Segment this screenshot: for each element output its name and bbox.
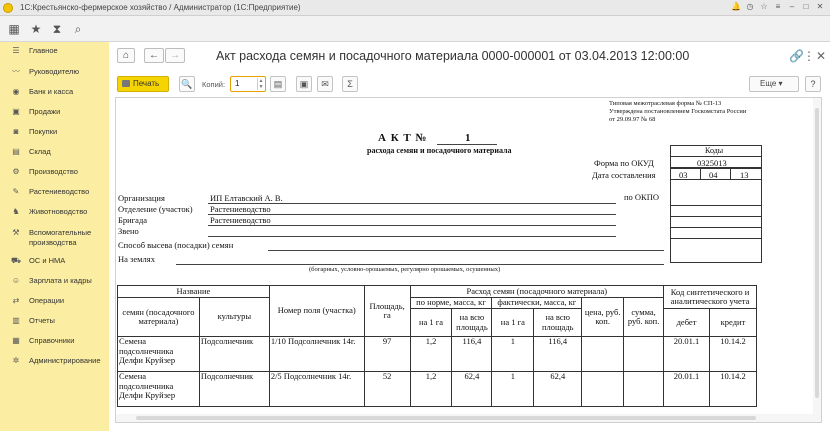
table-row — [118, 372, 757, 407]
org-value: ИП Елтавский А. В. — [210, 193, 283, 203]
catalogs-icon: ▦ — [12, 336, 20, 345]
header-norm-per-ha: на 1 га — [410, 309, 452, 337]
sidebar-item-admin[interactable] — [0, 356, 109, 366]
history-icon[interactable]: ◷ — [746, 2, 754, 11]
copies-spinner[interactable]: ▲ ▼ — [258, 78, 264, 90]
brigade-value: Растениеводство — [210, 215, 271, 225]
dept-label: Отделение (участок) — [118, 204, 193, 214]
sections-grid-icon[interactable]: ▦ — [8, 22, 20, 36]
form-stamp-line3: от 29.09.97 № 68 — [609, 116, 656, 123]
save-icon[interactable]: ▣ — [296, 76, 312, 92]
sidebar-item-warehouse[interactable] — [0, 147, 109, 157]
sidebar-item-plants[interactable] — [0, 187, 109, 197]
maximize-icon[interactable]: □ — [803, 2, 809, 11]
date-year: 13 — [740, 170, 749, 180]
sowing-label: Способ высева (посадки) семян — [118, 240, 234, 250]
sales-icon: ▣ — [12, 107, 20, 116]
sidebar-item-salary[interactable] — [0, 276, 109, 286]
search-icon[interactable]: ⌕ — [74, 22, 82, 36]
act-number: 1 — [465, 132, 471, 144]
link-label: Звено — [118, 226, 139, 236]
auxiliary-icon: ⚒ — [12, 228, 20, 237]
admin-icon: ✲ — [12, 356, 20, 365]
header-field: Номер поля (участка) — [269, 286, 364, 337]
horizontal-scrollbar[interactable] — [116, 414, 814, 422]
date-label: Дата составления — [592, 170, 656, 180]
minimize-icon[interactable]: – — [789, 2, 795, 11]
header-crop: культуры — [199, 298, 269, 337]
cell-area: 52 — [364, 372, 410, 407]
sidebar-item-livestock[interactable] — [0, 207, 109, 217]
cell-fact-per-ha: 1 — [492, 372, 534, 407]
cell-debit: 20.01.1 — [664, 372, 710, 407]
header-seeds: семян (посадочного материала) — [118, 298, 200, 337]
cell-debit: 20.01.1 — [664, 337, 710, 372]
date-day: 03 — [679, 170, 688, 180]
form-stamp-line1: Типовая межотраслевая форма № СП-13 — [609, 100, 722, 107]
header-fact-total: на всю площадь — [534, 309, 582, 337]
document-window — [109, 42, 830, 431]
cell-fact-total: 62,4 — [534, 372, 582, 407]
cell-sum — [624, 337, 664, 372]
sidebar-item-label: Банк и касса — [29, 87, 74, 96]
sidebar-item-assets[interactable] — [0, 256, 109, 266]
plant-icon: ✎ — [12, 187, 20, 196]
header-name: Название — [118, 286, 270, 298]
close-window-icon[interactable]: ✕ — [816, 2, 824, 11]
print-button[interactable] — [117, 76, 169, 92]
purchases-icon: ◙ — [13, 127, 19, 136]
printer-icon — [122, 80, 130, 87]
sidebar-item-reports[interactable] — [0, 316, 109, 326]
vertical-scrollbar[interactable] — [813, 98, 821, 422]
sidebar-item-label: Продажи — [29, 107, 61, 116]
send-email-icon[interactable]: ✉ — [317, 76, 333, 92]
cell-crop: Подсолнечник — [199, 372, 269, 407]
forward-button[interactable]: → — [165, 48, 185, 63]
preview-button[interactable]: 🔍 — [179, 76, 195, 92]
org-label: Организация — [118, 193, 165, 203]
cell-sum — [624, 372, 664, 407]
sidebar-item-label: Отчеты — [29, 316, 55, 325]
brigade-label: Бригада — [118, 215, 148, 225]
home-button[interactable]: ⌂ — [117, 48, 135, 63]
okud-value: 0325013 — [697, 158, 727, 168]
sidebar-item-label: Операции — [29, 296, 65, 305]
header-norm-total: на всю площадь — [452, 309, 492, 337]
sidebar-item-label: Производство — [29, 167, 78, 176]
history-clock-icon[interactable]: ⧗ — [52, 22, 62, 36]
main-toolbar — [0, 16, 830, 42]
copies-label: Копий: — [202, 80, 226, 89]
window-title-bar — [0, 0, 830, 16]
chevron-down-icon: ▾ — [778, 79, 783, 88]
cell-norm-per-ha: 1,2 — [410, 337, 452, 372]
user-menu-icon[interactable]: ≡ — [775, 2, 781, 11]
header-sum: сумма, руб. коп. — [624, 298, 664, 337]
production-icon: ⚙ — [12, 167, 20, 176]
more-button-label: Еще — [760, 79, 777, 88]
sidebar-item-operations[interactable] — [0, 296, 109, 306]
cell-seeds: Семена подсолнечника Делфи Круйзер — [118, 372, 200, 407]
print-form-sheet[interactable] — [115, 97, 822, 423]
back-button[interactable]: ← — [144, 48, 164, 63]
cell-fact-total: 116,4 — [534, 337, 582, 372]
link-icon[interactable]: 🔗 — [789, 49, 804, 63]
menu-icon: ☰ — [12, 46, 20, 55]
sidebar-item-purchases[interactable] — [0, 127, 109, 137]
header-consumption: Расход семян (посадочного материала) — [410, 286, 663, 298]
edit-form-button[interactable]: ▤ — [270, 76, 286, 92]
warehouse-icon: ▤ — [12, 147, 20, 156]
cell-crop: Подсолнечник — [199, 337, 269, 372]
sidebar-item-label: Справочники — [29, 336, 75, 345]
header-debit: дебет — [664, 309, 710, 337]
table-row — [118, 337, 757, 372]
sidebar-item-label: Вспомогательные производства — [29, 228, 92, 247]
codes-column — [670, 179, 762, 263]
notifications-icon[interactable]: 🔔 — [731, 2, 741, 11]
sidebar-item-label: ОС и НМА — [29, 256, 66, 265]
salary-icon: ☺ — [11, 276, 21, 285]
header-price: цена, руб. коп. — [582, 298, 624, 337]
form-stamp-line2: Утверждена постановлением Госкомстата России — [609, 108, 747, 115]
sidebar-item-main[interactable] — [0, 46, 109, 56]
sidebar-item-label: Склад — [29, 147, 51, 156]
dept-value: Растениеводство — [210, 204, 271, 214]
close-document-icon[interactable]: ✕ — [816, 49, 827, 63]
operations-icon: ⇄ — [12, 296, 20, 305]
cell-norm-total: 62,4 — [452, 372, 492, 407]
sidebar-item-label: Покупки — [29, 127, 58, 136]
sidebar-item-auxiliary[interactable] — [0, 228, 109, 248]
copies-value: 1 — [235, 79, 240, 88]
favorites-icon[interactable]: ☆ — [760, 2, 768, 11]
header-area: Площадь, га — [364, 286, 410, 337]
sidebar — [0, 42, 109, 431]
header-credit: кредит — [709, 309, 756, 337]
cell-field: 1/10 Подсолнечник 14г. — [269, 337, 364, 372]
window-title: 1С:Крестьянско-фермерское хозяйство / Администратор (1С:Предприятие) — [20, 3, 301, 12]
cell-area: 97 — [364, 337, 410, 372]
document-title: Акт расхода семян и посадочного материала 0000-000001 от 03.04.2013 12:00:00 — [216, 49, 690, 63]
header-norm: по норме, масса, кг — [410, 298, 492, 309]
header-fact-per-ha: на 1 га — [492, 309, 534, 337]
sidebar-item-production[interactable] — [0, 167, 109, 177]
print-button-label: Печать — [133, 79, 160, 88]
cell-field: 2/5 Подсолнечник 14г. — [269, 372, 364, 407]
header-account-code: Код синтетического и аналитического учета — [664, 286, 757, 309]
sidebar-item-label: Растениеводство — [29, 187, 90, 196]
seeds-consumption-table — [117, 285, 757, 407]
cell-credit: 10.14.2 — [709, 337, 756, 372]
cell-seeds: Семена подсолнечника Делфи Круйзер — [118, 337, 200, 372]
act-subtitle: расхода семян и посадочного материала — [367, 146, 512, 155]
cell-price — [582, 337, 624, 372]
assets-icon: ⛟ — [11, 256, 22, 265]
sidebar-item-bank[interactable] — [0, 87, 109, 97]
more-button[interactable] — [749, 76, 799, 92]
header-fact: фактически, масса, кг — [492, 298, 582, 309]
livestock-icon: ♞ — [12, 207, 20, 216]
cell-norm-per-ha: 1,2 — [410, 372, 452, 407]
sidebar-item-label: Зарплата и кадры — [29, 276, 92, 285]
window-menu-icon[interactable]: ⋮ — [803, 49, 815, 63]
help-button[interactable]: ? — [805, 76, 821, 92]
favorites-star-icon[interactable]: ★ — [30, 22, 42, 36]
sum-icon[interactable]: Σ — [342, 76, 358, 92]
lands-hint: (богарных, условно-орошаемых, регулярно орошаемых, осушенных) — [309, 266, 501, 273]
reports-icon: ▥ — [12, 316, 20, 325]
okud-label: Форма по ОКУД — [594, 158, 654, 168]
sidebar-item-catalogs[interactable] — [0, 336, 109, 346]
codes-label: Коды — [705, 146, 724, 155]
copies-input[interactable] — [230, 76, 266, 92]
bank-icon: ◉ — [12, 87, 20, 96]
cell-fact-per-ha: 1 — [492, 337, 534, 372]
date-month: 04 — [709, 170, 718, 180]
act-label: А К Т № — [378, 132, 428, 144]
sidebar-item-label: Главное — [29, 46, 58, 55]
okpo-label: по ОКПО — [624, 192, 660, 202]
sidebar-item-manager[interactable] — [0, 67, 109, 77]
chart-icon: 〰 — [12, 67, 20, 76]
cell-price — [582, 372, 624, 407]
cell-credit: 10.14.2 — [709, 372, 756, 407]
command-bar — [109, 72, 830, 96]
lands-label: На землях — [118, 254, 155, 264]
cell-norm-total: 116,4 — [452, 337, 492, 372]
sidebar-item-sales[interactable] — [0, 107, 109, 117]
sidebar-item-label: Животноводство — [29, 207, 88, 216]
sidebar-item-label: Руководителю — [29, 67, 80, 76]
app-logo-icon — [3, 3, 13, 13]
sidebar-item-label: Администрирование — [29, 356, 101, 365]
